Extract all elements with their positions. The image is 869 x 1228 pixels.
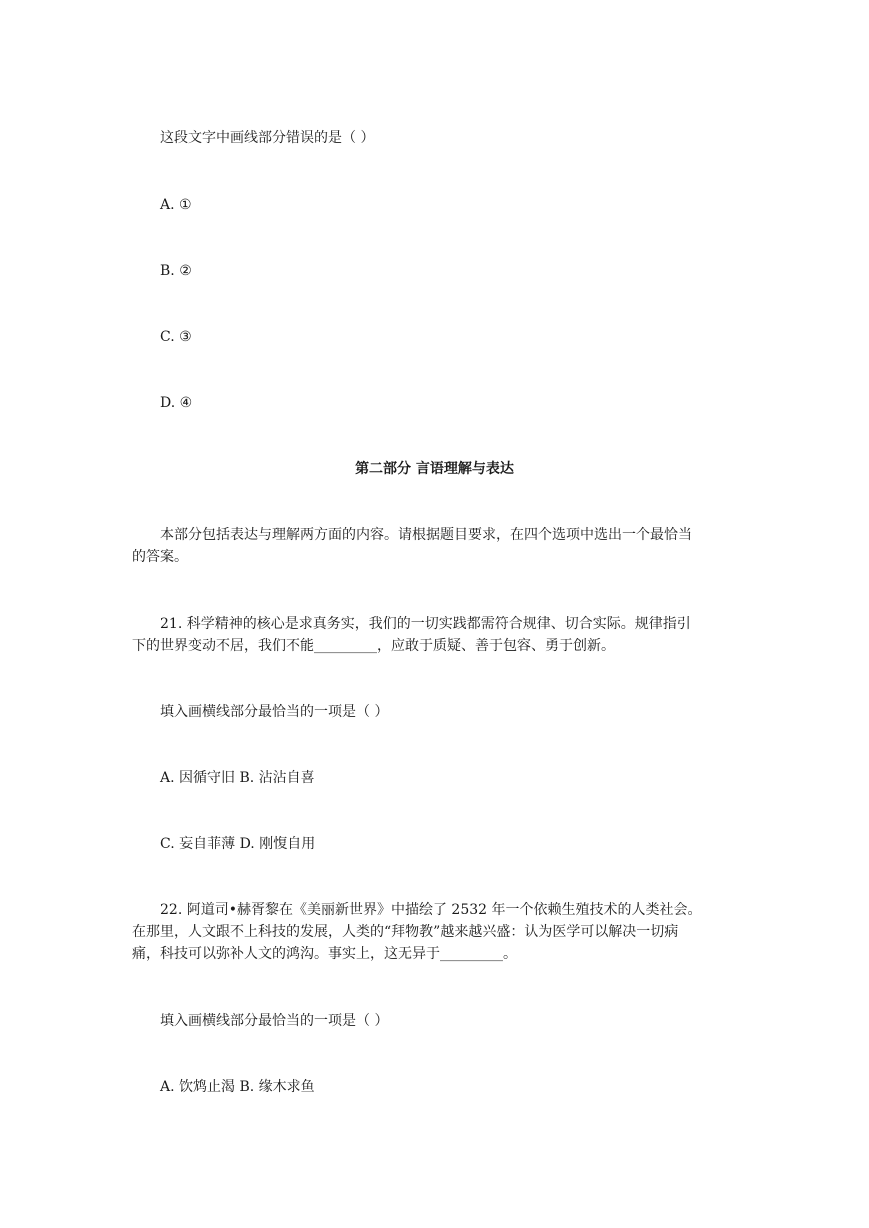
q22-stem-line-1: 22. 阿道司•赫胥黎在《美丽新世界》中描绘了 2532 年一个依赖生殖技术的人类社会。 — [160, 902, 702, 918]
q21-stem-line-2: 下的世界变动不居，我们不能_________，应敢于质疑、善于包容、勇于创新。 — [132, 638, 615, 654]
question-stem: 这段文字中画线部分错误的是（ ） — [160, 130, 375, 146]
q21-prompt: 填入画横线部分最恰当的一项是（ ） — [160, 704, 389, 720]
section-intro-line-2: 的答案。 — [132, 549, 188, 565]
q22-prompt: 填入画横线部分最恰当的一项是（ ） — [160, 1013, 389, 1029]
q22-stem-line-3: 痛，科技可以弥补人文的鸿沟。事实上，这无异于_________。 — [132, 946, 517, 962]
q22-options-row-1: A. 饮鸩止渴 B. 缘木求鱼 — [160, 1079, 315, 1095]
option-c: C. ③ — [160, 329, 192, 345]
option-b: B. ② — [160, 263, 192, 279]
q21-stem-line-1: 21. 科学精神的核心是求真务实，我们的一切实践都需符合规律、切合实际。规律指引 — [160, 616, 691, 632]
q22-stem-line-2: 在那里，人文跟不上科技的发展，人类的“拜物教”越来越兴盛：认为医学可以解决一切病 — [132, 924, 679, 940]
section-title: 第二部分 言语理解与表达 — [355, 461, 514, 477]
q21-options-row-2: C. 妄自菲薄 D. 刚愎自用 — [160, 836, 316, 852]
section-intro-line-1: 本部分包括表达与理解两方面的内容。请根据题目要求，在四个选项中选出一个最恰当 — [160, 527, 692, 543]
option-a: A. ① — [160, 197, 192, 213]
option-d: D. ④ — [160, 395, 193, 411]
q21-options-row-1: A. 因循守旧 B. 沾沾自喜 — [160, 770, 315, 786]
